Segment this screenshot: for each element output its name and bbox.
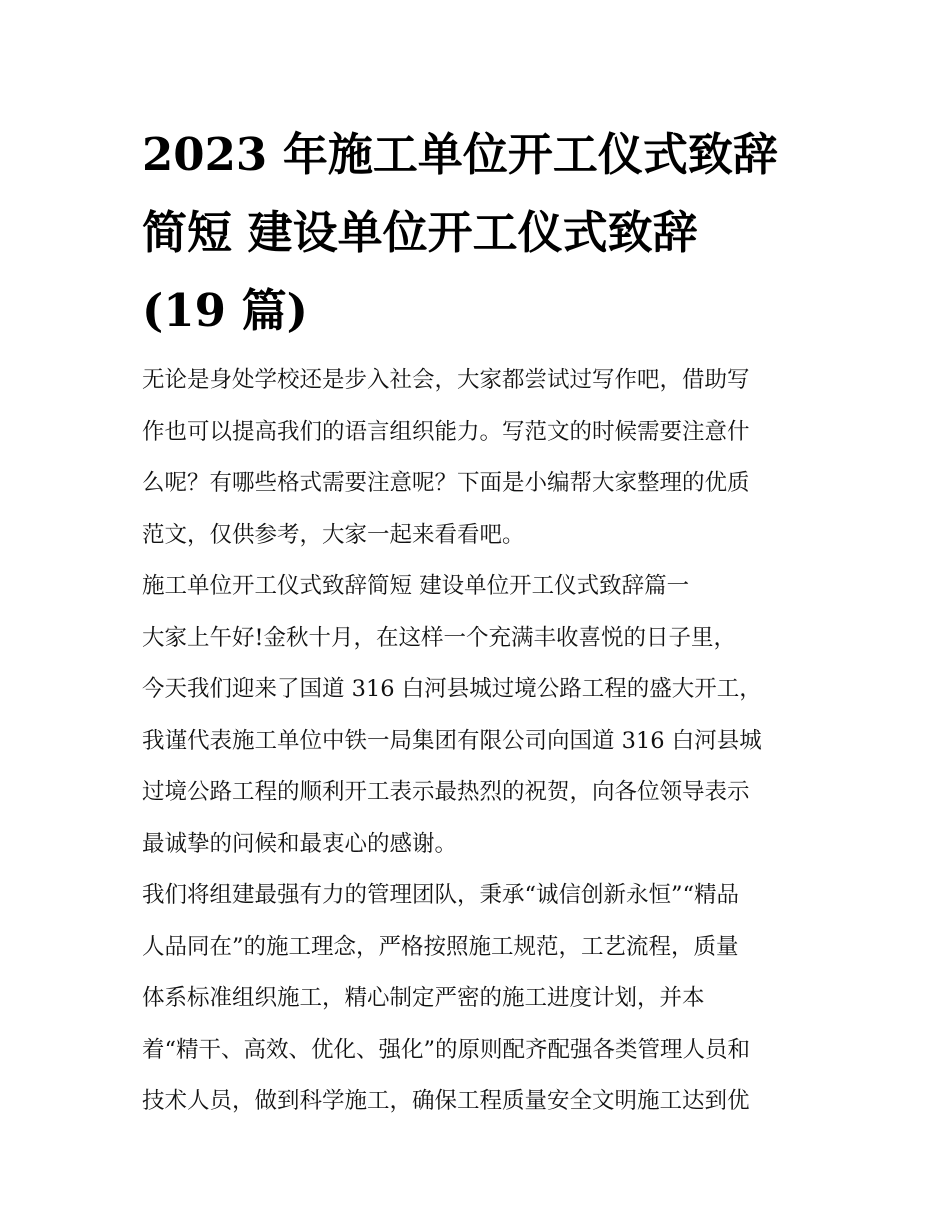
speech-paragraph-line: 体系标准组织施工，精心制定严密的施工进度计划，并本 [142, 985, 705, 1011]
intro-paragraph-line: 范文，仅供参考，大家一起来看看吧。 [142, 521, 525, 548]
title-line: (19 篇) [142, 284, 308, 337]
speech-paragraph-line: 技术人员，做到科学施工，确保工程质量安全文明施工达到优 [142, 1088, 750, 1114]
document-body [142, 355, 832, 1128]
intro-paragraph-line: 么呢？有哪些格式需要注意呢？下面是小编帮大家整理的优质 [142, 470, 750, 496]
speech-paragraph-line: 着“精干、高效、优化、强化”的原则配齐配强各类管理人员和 [142, 1036, 751, 1063]
speech-paragraph-line: 今天我们迎来了国道 316 白河县城过境公路工程的盛大开工， [142, 676, 762, 702]
speech-paragraph-line: 最诚挚的问候和最衷心的感谢。 [142, 830, 458, 857]
section-heading: 施工单位开工仪式致辞简短 建设单位开工仪式致辞篇一 [142, 573, 690, 599]
intro-paragraph-line: 作也可以提高我们的语言组织能力。写范文的时候需要注意什 [142, 418, 750, 445]
speech-paragraph-line: 过境公路工程的顺利开工表示最热烈的祝贺，向各位领导表示 [142, 779, 750, 805]
speech-paragraph-line: 我谨代表施工单位中铁一局集团有限公司向国道 316 白河县城 [142, 727, 762, 754]
title-line: 2023 年施工单位开工仪式致辞 [142, 128, 778, 181]
speech-paragraph-line: 我们将组建最强有力的管理团队，秉承“诚信创新永恒”“精品 [142, 882, 740, 908]
speech-paragraph-line: 人品同在”的施工理念，严格按照施工规范，工艺流程，质量 [142, 933, 739, 960]
document-title [142, 116, 832, 350]
intro-paragraph-line: 无论是身处学校还是步入社会，大家都尝试过写作吧，借助写 [142, 367, 750, 393]
speech-paragraph-line: 大家上午好!金秋十月，在这样一个充满丰收喜悦的日子里， [142, 624, 737, 651]
title-line: 简短 建设单位开工仪式致辞 [142, 206, 698, 259]
